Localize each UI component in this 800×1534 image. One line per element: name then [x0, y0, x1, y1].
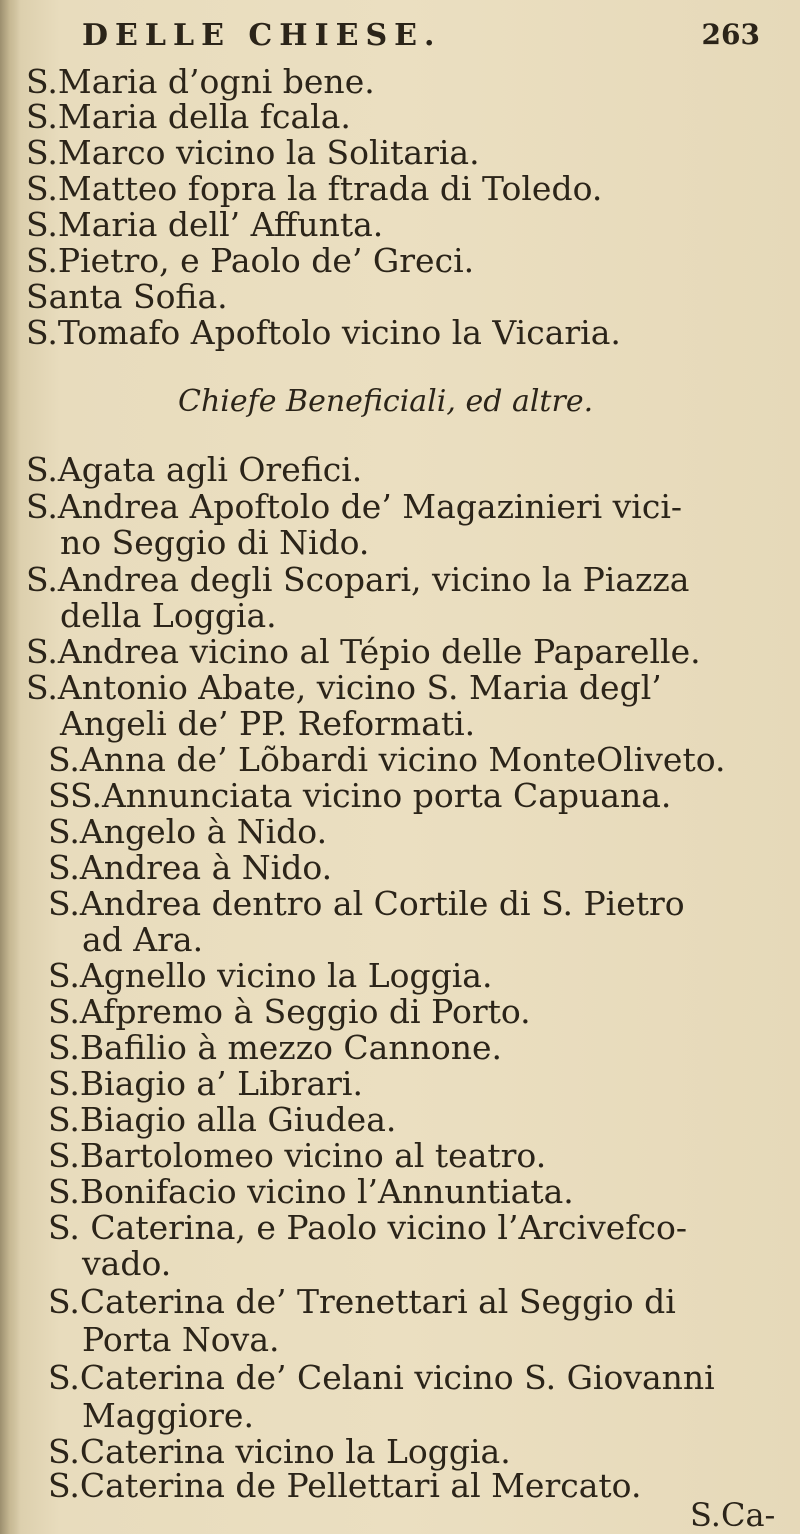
list-entry: S.Caterina de Pellettari al Mercato.	[48, 1466, 642, 1505]
list-entry-continuation: della Loggia.	[60, 596, 277, 635]
running-title: DELLE CHIESE.	[82, 18, 442, 53]
list-entry-continuation: Porta Nova.	[82, 1320, 280, 1359]
binding-gutter	[0, 0, 20, 1534]
list-entry: S.Andrea Apoftolo de’ Magazinieri vici-	[26, 487, 683, 526]
list-entry-continuation: vado.	[82, 1244, 172, 1283]
list-entry: SS.Annunciata vicino porta Capuana.	[48, 776, 672, 815]
page-header	[82, 18, 760, 62]
list-entry: S.Angelo à Nido.	[48, 812, 328, 851]
list-entry: S.Afpremo à Seggio di Porto.	[48, 992, 531, 1031]
list-entry: S.Caterina de’ Celani vicino S. Giovanni	[48, 1358, 715, 1397]
list-entry-continuation: Maggiore.	[82, 1396, 254, 1435]
list-entry: S.Andrea dentro al Cortile di S. Pietro	[48, 884, 685, 923]
page-number: 263	[701, 18, 760, 51]
list-entry-continuation: ad Ara.	[82, 920, 204, 959]
list-entry: S.Bartolomeo vicino al teatro.	[48, 1136, 547, 1175]
list-entry: S.Agata agli Orefici.	[26, 450, 363, 489]
list-entry: Santa Sofia.	[26, 277, 228, 316]
list-entry: S.Antonio Abate, vicino S. Maria degl’	[26, 668, 662, 707]
list-entry: S.Caterina de’ Trenettari al Seggio di	[48, 1282, 676, 1321]
list-entry: S.Biagio a’ Librari.	[48, 1064, 363, 1103]
list-entry: S.Anna de’ Lõbardi vicino MonteOliveto.	[48, 740, 726, 779]
list-entry: S.Maria dell’ Affunta.	[26, 205, 384, 244]
list-entry: S.Biagio alla Giudea.	[48, 1100, 397, 1139]
list-entry: S.Matteo fopra la ftrada di Toledo.	[26, 169, 603, 208]
list-entry: S.Maria della fcala.	[26, 97, 351, 136]
catchword: S.Ca-	[690, 1496, 776, 1534]
list-entry-continuation: Angeli de’ PP. Reformati.	[60, 704, 476, 743]
list-entry: S.Marco vicino la Solitaria.	[26, 133, 480, 172]
list-entry-continuation: no Seggio di Nido.	[60, 523, 370, 562]
list-entry: S.Pietro, e Paolo de’ Greci.	[26, 241, 475, 280]
list-entry: S.Agnello vicino la Loggia.	[48, 956, 493, 995]
list-entry: S.Tomafo Apoftolo vicino la Vicaria.	[26, 313, 621, 352]
list-entry: S.Bafilio à mezzo Cannone.	[48, 1028, 503, 1067]
list-entry: S.Andrea degli Scopari, vicino la Piazza	[26, 560, 690, 599]
section-heading: Chiefe Beneficiali, ed altre.	[178, 384, 594, 419]
list-entry: S.Andrea à Nido.	[48, 848, 333, 887]
list-entry: S.Bonifacio vicino l’Annuntiata.	[48, 1172, 574, 1211]
list-entry: S.Maria d’ogni bene.	[26, 62, 375, 101]
list-entry: S.Caterina vicino la Loggia.	[48, 1432, 511, 1471]
list-entry: S.Andrea vicino al Tépio delle Paparelle.	[26, 632, 701, 671]
list-entry: S. Caterina, e Paolo vicino l’Arcivefco-	[48, 1208, 687, 1247]
